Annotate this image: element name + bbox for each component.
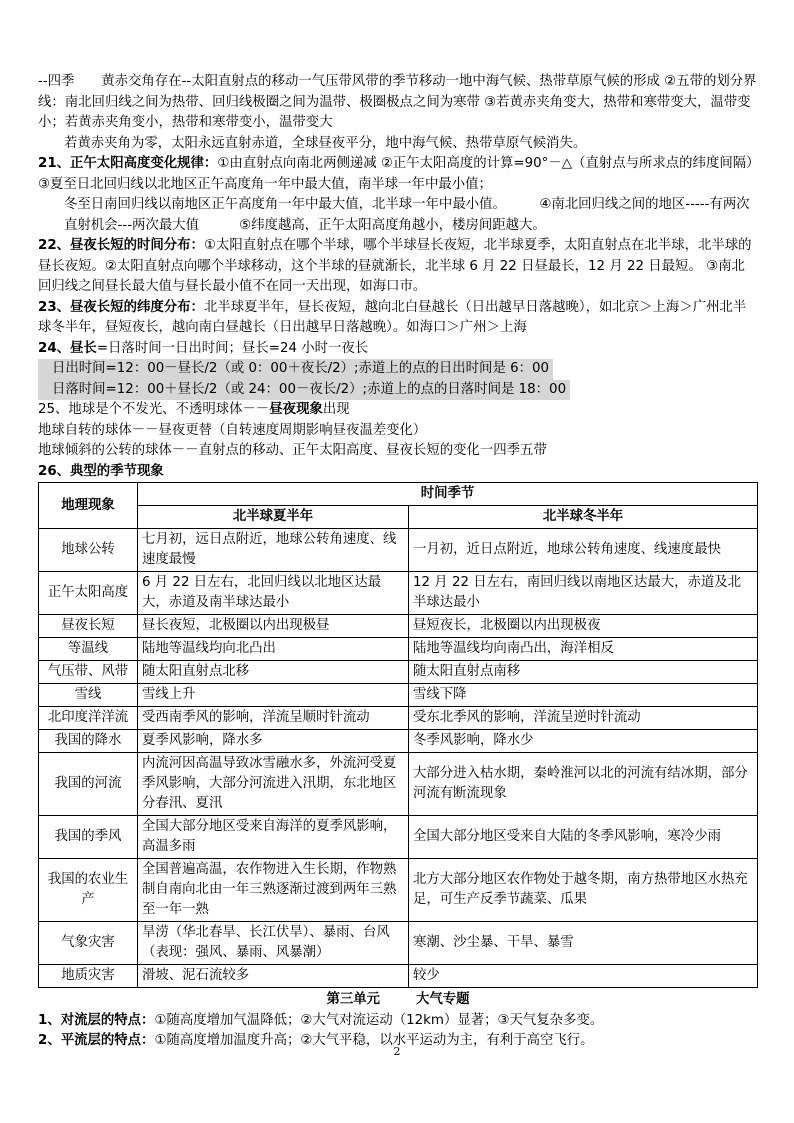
paragraph-four-seasons: --四季 黄赤交角存在--太阳直射点的移动一气压带风带的季节移动一地中海气候、热带草原气候的形成 ②五带的划分界线：南北回归线之间为热带、回归线极圈之间为温带、极圈极点之间为寒带 ③若黄赤夹角变大，热带和寒带变大，温带变小；若黄赤夹角变小，热带和寒带变小，温带变大 (38, 74, 757, 130)
table-header-row (39, 483, 758, 506)
header-summer: 北半球夏半年 (138, 506, 409, 529)
row-summer: 6 月 22 日左右，北回归线以北地区达最大，赤道及南半球达最小 (138, 572, 409, 615)
header-winter: 北半球冬半年 (409, 506, 758, 529)
row-winter: 雪线下降 (409, 684, 758, 707)
text-23: 北半球夏半年，昼长夜短，越向北白昼越长（日出越早日落越晚），如北京＞上海＞广州北半球冬半年，昼短夜长，越向南白昼越长（日出越早日落越晚）。如海口＞广州＞上海 (38, 299, 747, 335)
paragraph-25-revolution: 地球倾斜的公转的球体－－直射点的移动、正午太阳高度、昼夜长短的变化一四季五带 (38, 443, 547, 458)
table-row (39, 572, 758, 615)
row-summer: 昼长夜短，北极圈以内出现极昼 (138, 615, 409, 638)
row-phenomenon: 雪线 (39, 684, 138, 707)
row-summer: 受西南季风的影响，洋流呈顺时针流动 (138, 707, 409, 730)
paragraph-21 (38, 154, 758, 195)
table-row (39, 753, 758, 816)
table-row (39, 684, 758, 707)
row-winter: 寒潮、沙尘暴、干旱、暴雪 (409, 922, 758, 965)
row-winter: 随太阳直射点南移 (409, 661, 758, 684)
row-phenomenon: 等温线 (39, 638, 138, 661)
paragraph-24 (38, 339, 758, 360)
row-phenomenon: 我国的降水 (39, 730, 138, 753)
unit-heading (38, 990, 758, 1011)
row-phenomenon: 昼夜长短 (39, 615, 138, 638)
table-row (39, 661, 758, 684)
page-number: 2 (393, 1045, 401, 1058)
heading-troposphere: 1、对流层的特点： (38, 1012, 155, 1028)
text-24: =日落时间一日出时间；昼长=24 小时一夜长 (96, 340, 369, 356)
row-phenomenon: 地质灾害 (39, 965, 138, 988)
unit-number: 第三单元 (326, 992, 380, 1007)
row-winter: 昼短夜长，北极圈以内出现极夜 (409, 615, 758, 638)
row-winter: 大部分进入枯水期，秦岭淮河以北的河流有结冰期，部分河流有断流现象 (409, 753, 758, 816)
row-summer: 夏季风影响，降水多 (138, 730, 409, 753)
row-winter: 12 月 22 日左右，南回归线以南地区达最大，赤道及北半球达最小 (409, 572, 758, 615)
paragraph-25 (38, 400, 758, 421)
row-summer: 陆地等温线均向北凸出 (138, 638, 409, 661)
table-row (39, 638, 758, 661)
row-phenomenon: 我国的河流 (39, 753, 138, 816)
table-row (39, 529, 758, 572)
text-22: ①太阳直射点在哪个半球，哪个半球昼长夜短，北半球夏季，太阳直射点在北半球，北半球的昼长夜短。②太阳直射点向哪个半球移动，这个半球的昼就渐长，北半球 6 月 22 日昼最长，12 月 22 日最短。 ③南北回归线之间昼长最大值与昼长最小值不在同一天出现，如海口市。 (38, 238, 752, 294)
row-phenomenon: 北印度洋洋流 (39, 707, 138, 730)
table-row (39, 816, 758, 859)
text-25-bold: 昼夜现象 (269, 402, 323, 417)
sunrise-formula-line (38, 359, 758, 380)
paragraph-troposphere (38, 1011, 758, 1032)
table-body (39, 529, 758, 988)
paragraph-25-rotation: 地球自转的球体－－昼夜更替（自转速度周期影响昼夜温差变化） (38, 422, 427, 438)
header-time-season: 时间季节 (138, 483, 758, 506)
table-row (39, 707, 758, 730)
table-row (39, 859, 758, 922)
heading-21: 21、正午太阳高度变化规律： (38, 156, 218, 171)
row-winter: 全国大部分地区受来自大陆的冬季风影响，寒冷少雨 (409, 816, 758, 859)
row-summer: 内流河因高温导致冰雪融水多，外流河受夏季风影响，大部分河流进入汛期，东北地区分春汛、夏汛 (138, 753, 409, 816)
row-summer: 七月初，远日点附近，地球公转角速度、线速度最慢 (138, 529, 409, 572)
row-winter: 陆地等温线均向南凸出，海洋相反 (409, 638, 758, 661)
row-winter: 受东北季风的影响，洋流呈逆时针流动 (409, 707, 758, 730)
row-phenomenon: 正午太阳高度 (39, 572, 138, 615)
row-summer: 全国大部分地区受来自海洋的夏季风影响，高温多雨 (138, 816, 409, 859)
page-content (38, 72, 758, 1052)
sunset-formula: 日落时间=12：00＋昼长/2（或 24：00－夜长/2）;赤道上的点的日落时间是 18：00 (38, 380, 570, 401)
heading-22: 22、昼夜长短的时间分布： (38, 238, 204, 253)
row-summer: 全国普遍高温，农作物进入生长期，作物熟制自南向北由一年三熟逐渐过渡到两年三熟至一年一熟 (138, 859, 409, 922)
row-winter: 冬季风影响，降水少 (409, 730, 758, 753)
header-phenomenon: 地理现象 (39, 483, 138, 529)
row-summer: 旱涝（华北春旱、长江伏旱）、暴雨、台风（表现：强风、暴雨、风暴潮） (138, 922, 409, 965)
table-row (39, 922, 758, 965)
sunrise-formula: 日出时间=12：00－昼长/2（或 0：00＋夜长/2）;赤道上的点的日出时间是 6：00 (38, 359, 553, 380)
row-phenomenon: 气压带、风带 (39, 661, 138, 684)
table-row (39, 615, 758, 638)
row-phenomenon: 气象灾害 (39, 922, 138, 965)
heading-23: 23、昼夜长短的纬度分布： (38, 299, 204, 315)
unit-name: 大气专题 (416, 992, 470, 1007)
text-stratosphere: ①随高度增加温度升高；②大气平稳，以水平运动为主，有利于高空飞行。 (154, 1033, 594, 1048)
row-winter: 一月初，近日点附近，地球公转角速度、线速度最快 (409, 529, 758, 572)
text-21: ①由直射点向南北两侧递减 ②正午太阳高度的计算=90°－△（直射点与所求点的纬度间隔）③夏至日北回归线以北地区正午高度角一年中最大值，南半球一年中最小值； (38, 156, 753, 192)
heading-24: 24、昼长 (38, 340, 97, 356)
text-25-pre: 25、地球是个不发光、不透明球体－－ (38, 402, 270, 417)
row-summer: 滑坡、泥石流较多 (138, 965, 409, 988)
row-summer: 随太阳直射点北移 (138, 661, 409, 684)
text-troposphere: ①随高度增加气温降低；②大气对流运动（12km）显著；③天气复杂多变。 (154, 1012, 604, 1028)
heading-26: 26、典型的季节现象 (38, 463, 164, 479)
row-summer: 雪线上升 (138, 684, 409, 707)
row-phenomenon: 我国的季风 (39, 816, 138, 859)
table-subheader-row (39, 506, 758, 529)
row-phenomenon: 我国的农业生产 (39, 859, 138, 922)
heading-stratosphere: 2、平流层的特点： (38, 1033, 155, 1048)
row-winter: 较少 (409, 965, 758, 988)
seasonal-phenomena-table (38, 482, 758, 988)
table-row (39, 965, 758, 988)
paragraph-23 (38, 298, 758, 339)
text-25-post: 出现 (322, 402, 350, 417)
paragraph-21-cont: 冬至日南回归线以南地区正午高度角一年中最大值，北半球一年中最小值。 ④南北回归线之间的地区-----有两次直射机会---两次最大值 ⑤纬度越高，正午太阳高度角越小，楼房间距越大。 (64, 197, 750, 233)
row-phenomenon: 地球公转 (39, 529, 138, 572)
paragraph-zero-obliquity: 若黄赤夹角为零，太阳永远直射赤道，全球昼夜平分，地中海气候、热带草原气候消失。 (64, 135, 587, 151)
sunset-formula-line (38, 380, 758, 401)
paragraph-22 (38, 236, 758, 298)
table-row (39, 730, 758, 753)
row-winter: 北方大部分地区农作物处于越冬期，南方热带地区水热充足，可生产反季节蔬菜、瓜果 (409, 859, 758, 922)
